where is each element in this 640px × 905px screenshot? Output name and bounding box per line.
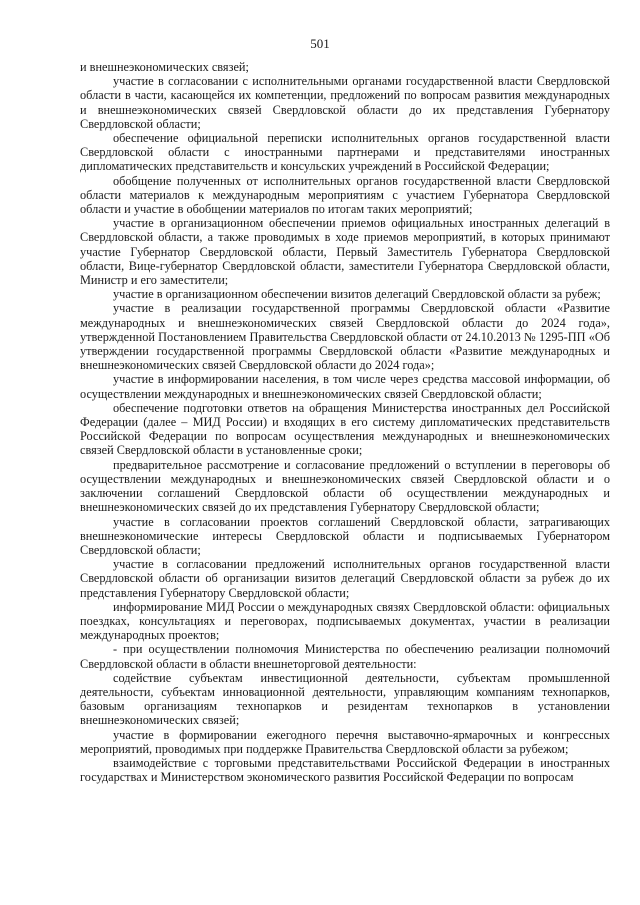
paragraph: информирование МИД России о международных связях Свердловской области: официальных поездках, консультациях и переговорах, подписываемых документах, участии в реализации международных проектов;	[80, 599, 610, 643]
paragraph: участие в согласовании проектов соглашений Свердловской области, затрагивающих внешнеэкономические интересы Свердловской области и подписываемых Губернатором Свердловской области;	[80, 514, 610, 557]
paragraph: участие в согласовании с исполнительными органами государственной власти Свердловской области в части, касающейся их компетенции, предложений по вопросам развития международных и внешнеэкономических связей Свердловской области до их представления Губернатору Свердловской области;	[80, 74, 610, 131]
paragraph: участие в реализации государственной программы Свердловской области «Развитие международных и внешнеэкономических связей Свердловской области до 2024 года», утвержденной Постановлением Правительства Свердловской области от 24.10.2013 № 1295-ПП «Об утверждении государственной программы Свердловской области «Развитие международных и внешнеэкономических связей Свердловской области до 2024 года»;	[80, 301, 610, 373]
paragraph: обеспечение официальной переписки исполнительных органов государственной власти Свердловской области с иностранными партнерами и представителями иностранных дипломатических представительств и консульских учреждений в Российской Федерации;	[80, 131, 610, 174]
paragraph: участие в формировании ежегодного перечня выставочно-ярмарочных и конгрессных мероприятий, проводимых при поддержке Правительства Свердловской области за рубежом;	[80, 727, 610, 756]
document-body	[80, 60, 610, 784]
paragraph-continued: и внешнеэкономических связей;	[80, 60, 249, 74]
page-number: 501	[310, 36, 330, 51]
paragraph: предварительное рассмотрение и согласование предложений о вступлении в переговоры об осуществлении международных и внешнеэкономических связей Свердловской области и о заключении соглашений Свердловской области об осуществлении международных и внешнеэкономических связей до их представления Губернатору Свердловской области;	[80, 457, 610, 515]
section-heading-paragraph: - при осуществлении полномочия Министерства по обеспечению реализации полномочий Свердловской области в области внешнеторговой деятельности:	[80, 642, 610, 671]
paragraph: участие в согласовании предложений исполнительных органов государственной власти Свердловской области об организации визитов делегаций Свердловской области за рубеж до их представления Губернатору Свердловской области;	[80, 557, 610, 600]
paragraph: участие в организационном обеспечении приемов официальных иностранных делегаций в Свердловской области, а также проводимых в ходе приемов мероприятий, в которых принимают участие Губернатор Свердловской области, Первый Заместитель Губернатора Свердловской области, Вице-губернатор Свердловской области, заместители Губернатора Свердловской области, Министр и его заместители;	[80, 216, 610, 288]
paragraph: взаимодействие с торговыми представительствами Российской Федерации в иностранных государствах и Министерством экономического развития Российской Федерации по вопросам	[80, 755, 610, 785]
paragraph: участие в организационном обеспечении визитов делегаций Свердловской области за рубеж;	[113, 287, 601, 302]
paragraph: обеспечение подготовки ответов на обращения Министерства иностранных дел Российской Федерации (далее – МИД России) и входящих в его систему дипломатических представительств Российской Федерации по вопросам осуществления международных и внешнеэкономических связей Свердловской области в установленные сроки;	[80, 400, 610, 458]
paragraph: содействие субъектам инвестиционной деятельности, субъектам промышленной деятельности, субъектам инновационной деятельности, управляющим компаниям технопарков, базовым организациям технопарков и резидентам технопарков в установлении внешнеэкономических связей;	[80, 670, 610, 728]
paragraph: участие в информировании населения, в том числе через средства массовой информации, об осуществлении международных и внешнеэкономических связей Свердловской области;	[80, 372, 610, 401]
paragraph: обобщение полученных от исполнительных органов государственной власти Свердловской области материалов к международным мероприятиям с участием Губернатора Свердловской области и участие в обобщении материалов по итогам таких мероприятий;	[80, 173, 610, 217]
